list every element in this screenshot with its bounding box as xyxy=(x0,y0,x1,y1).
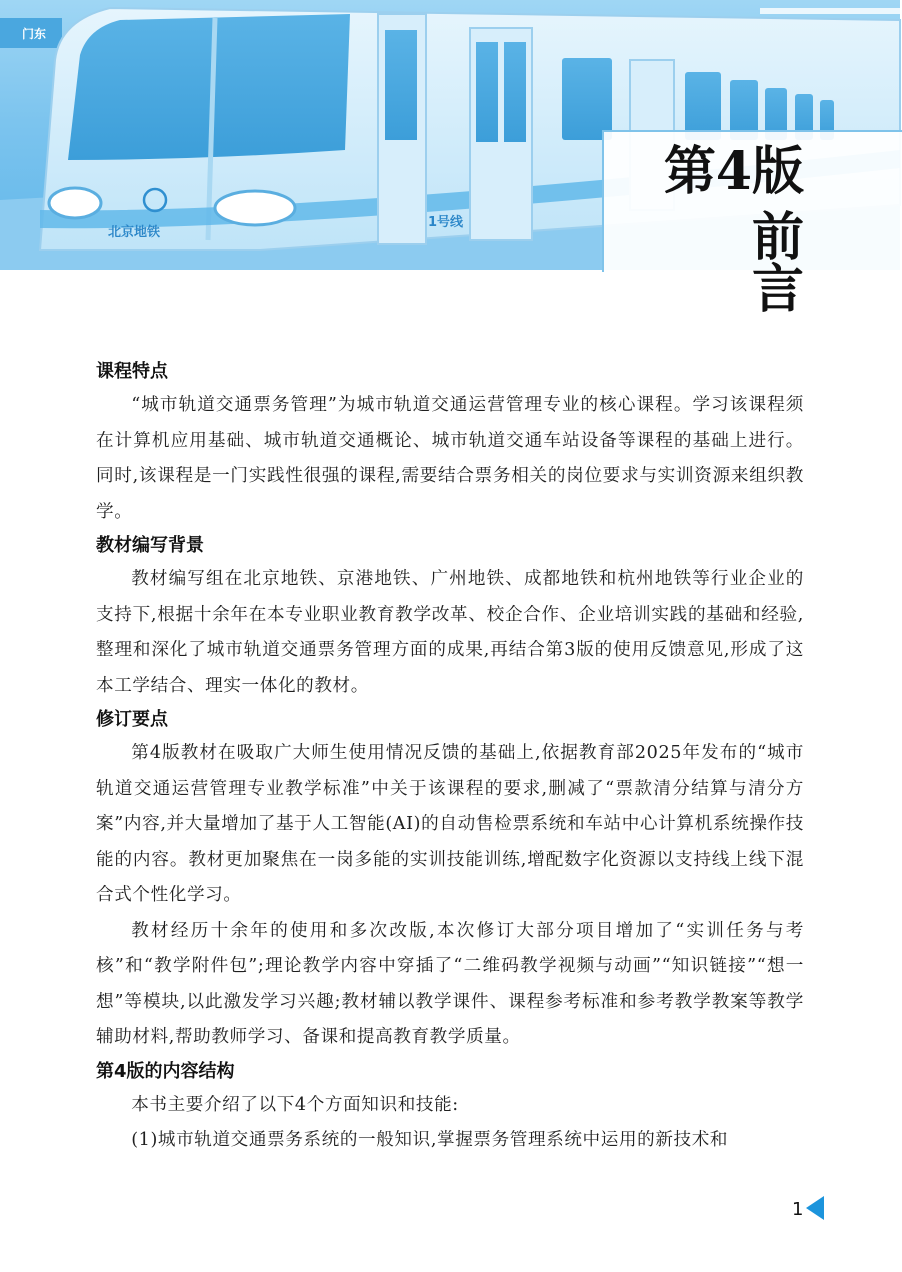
paragraph: 本书主要介绍了以下4个方面知识和技能: xyxy=(131,1094,459,1115)
preface-body xyxy=(96,356,804,1159)
header-banner xyxy=(0,0,900,320)
section-heading-background: 教材编写背景 xyxy=(96,535,204,556)
page-marker-icon xyxy=(806,1196,824,1220)
section-heading-course-features: 课程特点 xyxy=(96,361,168,382)
paragraph: 教材编写组在北京地铁、京港地铁、广州地铁、成都地铁和杭州地铁等行业企业的支持下,根据十余年在本专业职业教育教学改革、校企合作、企业培训实践的基础和经验,整理和深化了城市轨道交通票务管理方面的成果,再结合第3版的使用反馈意见,形成了这本工学结合、理实一体化的教材。 xyxy=(96,569,804,696)
paragraph: 教材经历十余年的使用和多次改版,本次修订大部分项目增加了“实训任务与考核”和“教学附件包”;理论教学内容中穿插了“二维码教学视频与动画”“知识链接”“想一想”等模块,以此激发学习兴趣;教材辅以教学课件、课程参考标准和参考教学教案等教学辅助材料,帮助教师学习、备课和提高教育教学质量。 xyxy=(96,920,804,1047)
section-heading-revision-points: 修订要点 xyxy=(96,709,168,730)
edition-label: 第4版 xyxy=(663,141,804,202)
svg-text:1号线: 1号线 xyxy=(428,215,464,230)
paragraph: (1)城市轨道交通票务系统的一般知识,掌握票务管理系统中运用的新技术和 xyxy=(131,1130,729,1150)
section-heading-content-structure: 第4版的内容结构 xyxy=(96,1060,235,1082)
page-number: 1 xyxy=(792,1199,804,1220)
svg-text:北京地铁: 北京地铁 xyxy=(108,225,161,240)
paragraph: “城市轨道交通票务管理”为城市轨道交通运营管理专业的核心课程。学习该课程须在计算机应用基础、城市轨道交通概论、城市轨道交通车站设备等课程的基础上进行。同时,该课程是一门实践性很强的课程,需要结合票务相关的岗位要求与实训资源来组织教学。 xyxy=(96,395,804,522)
paragraph: 第4版教材在吸取广大师生使用情况反馈的基础上,依据教育部2025年发布的“城市轨道交通运营管理专业教学标准”中关于该课程的要求,删减了“票款清分结算与清分方案”内容,并大量增加了基于人工智能(AI)的自动售检票系统和车站中心计算机系统操作技能的内容。教材更加聚焦在一岗多能的实训技能训练,增配数字化资源以支持线上线下混合式个性化学习。 xyxy=(96,743,804,905)
page-title: 前言 xyxy=(751,207,866,320)
svg-text:门东: 门东 xyxy=(22,27,47,41)
title-box xyxy=(602,130,902,320)
